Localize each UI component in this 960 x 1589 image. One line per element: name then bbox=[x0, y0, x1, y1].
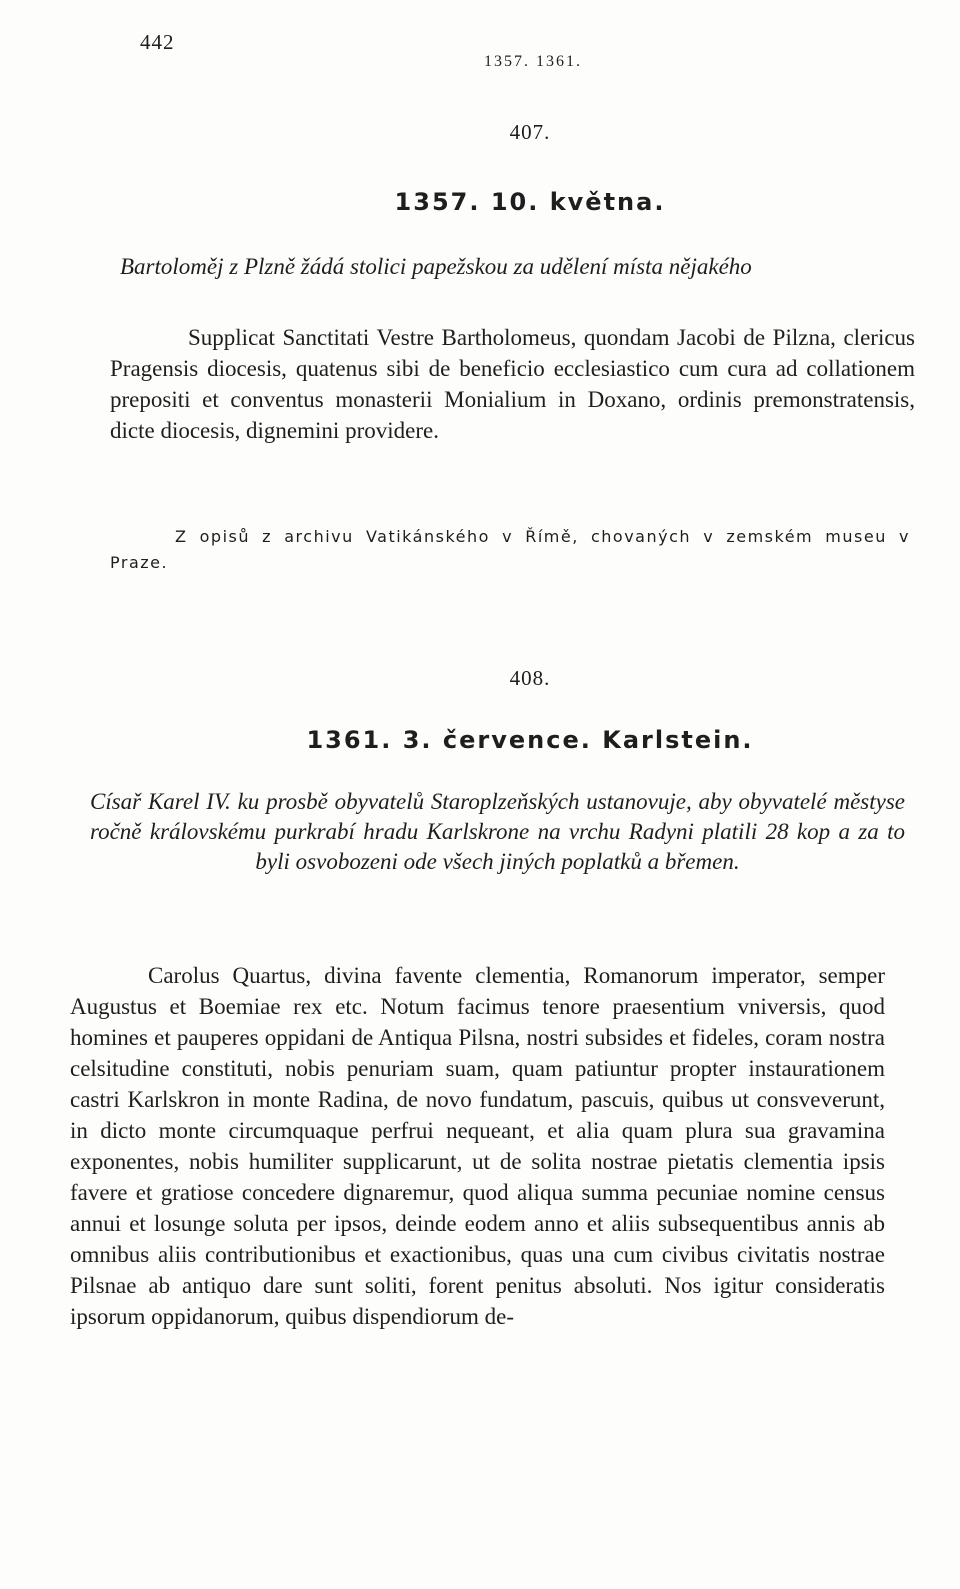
document-regest: Bartoloměj z Plzně žádá stolici papežskou za udělení místa nějakého bbox=[120, 254, 752, 279]
document-regest: Císař Karel IV. ku prosbě obyvatelů Staroplzeňských ustanovuje, aby obyvatelé městyse ročně královskému purkrabí hradu Karlskrone na vrchu Radyni platili 28 kop a za to byli osvobozeni ode všech jiných poplatků a břemen. bbox=[90, 789, 905, 874]
source-note: Z opisů z archivu Vatikánského v Římě, chovaných v zemském museu v Praze. bbox=[110, 527, 910, 572]
page-number: 442 bbox=[140, 30, 175, 54]
document-date: 1357. 10. května. bbox=[394, 188, 666, 216]
document-text: Carolus Quartus, divina favente clementia, Romanorum imperator, semper Augustus et Boemiae rex etc. Notum facimus tenore praesentium vniversis, quod homines et pauperes oppidani de Antiqua Pilsna, nostri subsides et fideles, coram nostra celsitudine constituti, nobis penuriam suam, quam patiuntur propter instaurationem castri Karlskron in monte Radina, de novo fundatum, pascuis, quibus ut consveverunt, in dicto monte circumquaque perfrui nequeant, et alia quam plura sua gravamina exponentes, nobis humiliter supplicarunt, ut de solita nostrae pietatis clementia ipsis favere et gratiose concedere dignaremur, quod aliqua summa pecuniae nomine census annui et losunge soluta per ipsos, deinde eodem anno et aliis subsequentibus annis ab omnibus aliis contributionibus et exactionibus, quas una cum civibus civitatis nostrae Pilsnae ab antiquo dare sunt soliti, forent penitus absoluti. Nos igitur consideratis ipsorum oppidanorum, quibus dispendiorum de- bbox=[70, 963, 885, 1329]
document-number: 408. bbox=[509, 666, 551, 690]
running-head: 1357. 1361. bbox=[484, 53, 582, 70]
document-number: 407. bbox=[509, 120, 551, 144]
document-text: Supplicat Sanctitati Vestre Bartholomeus, quondam Jacobi de Pilzna, clericus Pragensis diocesis, quatenus sibi de beneficio ecclesiastico cum cura ad collationem prepositi et conventus monasterii Monialium in Doxano, ordinis premonstratensis, dicte diocesis, dignemini providere. bbox=[110, 325, 915, 443]
document-date: 1361. 3. července. Karlstein. bbox=[306, 726, 754, 754]
